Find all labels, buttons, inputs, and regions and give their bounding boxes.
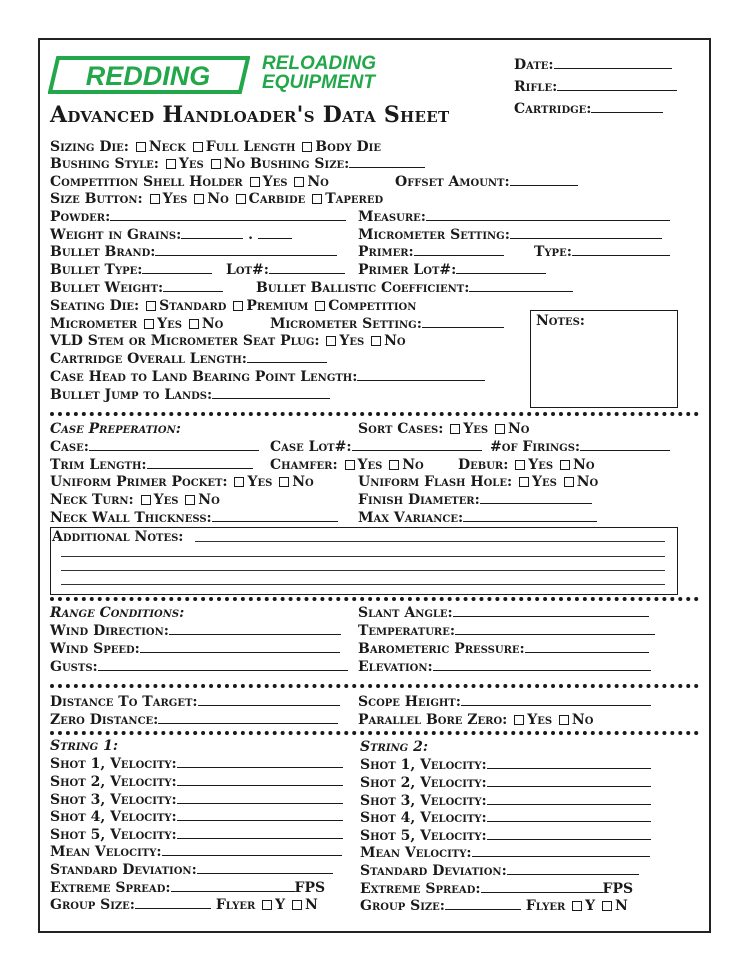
premium-checkbox[interactable] <box>233 301 243 311</box>
coal-label: Cartridge Overall Length: <box>50 351 247 367</box>
parallel-bore-row <box>358 712 593 728</box>
shot-label: Shot 2, Velocity: <box>50 774 177 790</box>
s1-shot5-field[interactable] <box>50 827 343 843</box>
bullet-type-field[interactable] <box>50 262 212 278</box>
uniform-primer-label: Uniform Primer Pocket: <box>50 474 228 490</box>
cartridge-field[interactable] <box>514 101 663 117</box>
no-label: No <box>201 316 224 332</box>
s2-shot1-field[interactable] <box>360 757 651 773</box>
primer-lot-label: Primer Lot#: <box>358 262 457 278</box>
brand-tagline-2: EQUIPMENT <box>262 72 375 93</box>
trim-length-field[interactable] <box>50 457 253 473</box>
s1-shot2-field[interactable] <box>50 774 343 790</box>
cartridge-label: Cartridge: <box>514 101 592 117</box>
flyer-label: Flyer <box>215 897 256 913</box>
yes-label: Yes <box>247 474 273 490</box>
s1-flyer-n-checkbox[interactable] <box>292 900 302 910</box>
neck-turn-no-checkbox[interactable] <box>185 495 195 505</box>
micrometer-no-checkbox[interactable] <box>189 319 199 329</box>
weight-grains-label: Weight in Grains: <box>50 227 182 243</box>
s2-group-row <box>360 898 628 914</box>
distance-label: Distance To Target: <box>50 694 198 710</box>
bushing-size-input[interactable] <box>349 156 425 168</box>
uniform-flash-row <box>358 474 598 490</box>
group-label: Group Size: <box>360 898 445 914</box>
primer-field[interactable] <box>358 244 504 260</box>
s2-flyer-n-checkbox[interactable] <box>602 901 612 911</box>
wind-direction-field[interactable] <box>50 623 341 639</box>
uniform-flash-label: Uniform Flash Hole: <box>358 474 513 490</box>
sort-cases-label: Sort Cases: <box>358 421 444 437</box>
bullet-weight-label: Bullet Weight: <box>50 280 164 296</box>
micrometer-row <box>50 316 223 332</box>
bushing-yes-checkbox[interactable] <box>166 159 176 169</box>
bullet-brand-field[interactable] <box>50 244 337 260</box>
case-lot-field[interactable] <box>270 439 482 455</box>
sd-label: Standard Deviation: <box>360 863 507 879</box>
s1-es-field[interactable] <box>50 880 325 896</box>
neck-label: Neck <box>148 139 186 155</box>
distance-field[interactable] <box>50 694 340 710</box>
full-length-label: Full Length <box>205 139 296 155</box>
powder-label: Powder: <box>50 209 111 225</box>
rifle-field[interactable] <box>514 79 677 95</box>
shot-label: Shot 5, Velocity: <box>360 828 487 844</box>
shell-holder-row <box>50 174 329 190</box>
lot-field[interactable] <box>226 262 345 278</box>
temperature-field[interactable] <box>358 623 655 639</box>
range-conditions-heading: Range Conditions: <box>50 605 185 621</box>
section-divider <box>50 597 699 601</box>
firings-field[interactable] <box>490 439 670 455</box>
no-label: No <box>576 474 599 490</box>
group-label: Group Size: <box>50 897 135 913</box>
tapered-checkbox[interactable] <box>312 194 322 204</box>
bullet-jump-label: Bullet Jump to Lands: <box>50 387 213 403</box>
neck-turn-yes-checkbox[interactable] <box>141 495 151 505</box>
uniform-flash-no-checkbox[interactable] <box>564 477 574 487</box>
slant-angle-field[interactable] <box>358 605 649 621</box>
wind-direction-label: Wind Direction: <box>50 623 169 639</box>
scope-height-field[interactable] <box>358 694 651 710</box>
yes-label: Yes <box>153 492 179 508</box>
notes-box[interactable] <box>530 310 678 408</box>
bushing-style-label: Bushing Style: <box>50 156 159 172</box>
yes-label: Yes <box>528 457 554 473</box>
type-label: Type: <box>534 244 572 260</box>
case-prep-heading: Case Preperation: <box>50 421 181 437</box>
case-field[interactable] <box>50 439 259 455</box>
temperature-label: Temperature: <box>358 623 456 639</box>
mean-label: Mean Velocity: <box>50 844 162 860</box>
sizing-die-label: Sizing Die: <box>50 139 129 155</box>
shot-label: Shot 3, Velocity: <box>360 793 487 809</box>
flyer-label: Flyer <box>525 898 566 914</box>
s2-shot4-field[interactable] <box>360 810 651 826</box>
no-label: No <box>508 421 530 437</box>
shell-holder-no-checkbox[interactable] <box>294 177 304 187</box>
chamfer-label: Chamfer: <box>270 457 338 473</box>
max-variance-field[interactable] <box>358 510 597 526</box>
notes-line <box>61 584 665 585</box>
page-title: Advanced Handloader's Data Sheet <box>50 102 450 128</box>
micrometer-setting2-field[interactable] <box>270 316 504 332</box>
string2-heading: String 2: <box>360 739 429 755</box>
sort-cases-no-checkbox[interactable] <box>495 424 505 434</box>
sd-label: Standard Deviation: <box>50 862 197 878</box>
baro-field[interactable] <box>358 641 649 657</box>
additional-notes-label: Additional Notes: <box>52 529 184 545</box>
no-label: No <box>571 712 594 728</box>
redding-logo-mark <box>48 56 250 94</box>
decimal-label: . <box>248 227 254 243</box>
firings-label: #of Firings: <box>490 439 581 455</box>
weight-grains-field[interactable] <box>50 227 292 243</box>
no-label: No <box>198 492 220 508</box>
brand-tagline-1: RELOADING <box>262 53 376 74</box>
vld-yes-checkbox[interactable] <box>326 336 336 346</box>
micrometer-setting-field[interactable] <box>358 227 662 243</box>
s1-flyer-y-checkbox[interactable] <box>262 900 272 910</box>
s1-shot1-field[interactable] <box>50 756 343 772</box>
type-field[interactable] <box>534 244 670 260</box>
no-label: No <box>207 191 229 207</box>
shot-label: Shot 3, Velocity: <box>50 792 177 808</box>
scope-height-label: Scope Height: <box>358 694 461 710</box>
shot-label: Shot 5, Velocity: <box>50 827 177 843</box>
shot-label: Shot 4, Velocity: <box>360 810 487 826</box>
bushing-style-row <box>50 156 425 172</box>
bushing-no-checkbox[interactable] <box>211 159 221 169</box>
yes-label: Yes <box>339 333 365 349</box>
no-label: No <box>307 174 329 190</box>
s1-shot3-field[interactable] <box>50 792 343 808</box>
yes-label: Yes <box>357 457 383 473</box>
s1-mean-field[interactable] <box>50 844 342 860</box>
sort-cases-row <box>358 421 530 437</box>
bullet-bc-field[interactable] <box>256 280 573 296</box>
elevation-label: Elevation: <box>358 659 433 675</box>
uniform-primer-row <box>50 474 314 490</box>
section-divider <box>50 731 699 735</box>
data-sheet-page <box>38 38 711 933</box>
no-label: No <box>573 457 595 473</box>
s2-sd-field[interactable] <box>360 863 639 879</box>
slant-angle-label: Slant Angle: <box>358 605 453 621</box>
gusts-field[interactable] <box>50 659 348 675</box>
yes-label: Yes <box>532 474 557 490</box>
neck-turn-row <box>50 492 220 508</box>
yes-label: Yes <box>527 712 553 728</box>
brand-tagline <box>262 54 376 92</box>
n-label: N <box>615 898 628 914</box>
sizing-die-row <box>50 139 381 155</box>
notes-label: Notes: <box>536 313 585 329</box>
uniform-primer-yes-checkbox[interactable] <box>234 477 244 487</box>
notes-line <box>195 541 665 542</box>
competition-label: Competition <box>328 298 417 314</box>
parallel-bore-yes-checkbox[interactable] <box>514 715 524 725</box>
elevation-field[interactable] <box>358 659 651 675</box>
es-label: Extreme Spread: <box>360 881 481 897</box>
neck-checkbox[interactable] <box>136 142 146 152</box>
es-label: Extreme Spread: <box>50 880 171 896</box>
max-variance-label: Max Variance: <box>358 510 464 526</box>
competition-checkbox[interactable] <box>315 301 325 311</box>
notes-line <box>61 556 665 557</box>
bullet-jump-field[interactable] <box>50 387 330 403</box>
y-label: Y <box>275 897 286 913</box>
redding-logo <box>48 56 250 94</box>
case-lot-label: Case Lot#: <box>270 439 352 455</box>
yes-label: Yes <box>162 191 188 207</box>
date-field[interactable] <box>514 57 672 73</box>
parallel-bore-label: Parallel Bore Zero: <box>358 712 508 728</box>
shell-holder-label: Competition Shell Holder <box>50 174 243 190</box>
debur-no-checkbox[interactable] <box>560 460 570 470</box>
fps-label: FPS <box>602 881 634 897</box>
s2-shot3-field[interactable] <box>360 793 651 809</box>
primer-lot-field[interactable] <box>358 262 546 278</box>
lot-label: Lot#: <box>226 262 269 278</box>
micrometer-yes-checkbox[interactable] <box>144 319 154 329</box>
brand-name: REDDING <box>85 61 211 91</box>
coal-field[interactable] <box>50 351 327 367</box>
no-label: No <box>223 156 246 172</box>
s1-sd-field[interactable] <box>50 862 333 878</box>
sort-cases-yes-checkbox[interactable] <box>450 424 460 434</box>
uniform-primer-no-checkbox[interactable] <box>279 477 289 487</box>
size-button-no-checkbox[interactable] <box>194 194 204 204</box>
zero-distance-label: Zero Distance: <box>50 712 159 728</box>
chamfer-no-checkbox[interactable] <box>389 460 399 470</box>
body-die-label: Body Die <box>315 139 381 155</box>
bushing-size-label: Bushing Size: <box>249 156 350 172</box>
size-button-label: Size Button: <box>50 191 143 207</box>
offset-amount-label: Offset Amount: <box>395 174 510 190</box>
s1-shot4-field[interactable] <box>50 809 343 825</box>
body-die-checkbox[interactable] <box>302 142 312 152</box>
s2-group-input[interactable] <box>445 898 521 910</box>
shot-label: Shot 2, Velocity: <box>360 775 487 791</box>
offset-amount-field[interactable] <box>395 174 578 190</box>
fps-label: FPS <box>294 880 326 896</box>
n-label: N <box>305 897 318 913</box>
bullet-type-label: Bullet Type: <box>50 262 143 278</box>
size-button-row <box>50 191 383 207</box>
bullet-bc-label: Bullet Ballistic Coefficient: <box>256 280 470 296</box>
trim-length-label: Trim Length: <box>50 457 147 473</box>
gusts-label: Gusts: <box>50 659 98 675</box>
string1-heading: String 1: <box>50 738 119 754</box>
wind-speed-field[interactable] <box>50 641 340 657</box>
yes-label: Yes <box>157 316 182 332</box>
shell-holder-yes-checkbox[interactable] <box>250 177 260 187</box>
no-label: No <box>402 457 424 473</box>
neck-wall-label: Neck Wall Thickness: <box>50 510 212 526</box>
vld-row <box>50 333 406 349</box>
y-label: Y <box>585 898 596 914</box>
neck-wall-field[interactable] <box>50 510 338 526</box>
seating-die-row <box>50 298 416 314</box>
case-head-label: Case Head to Land Bearing Point Length: <box>50 369 358 385</box>
neck-turn-label: Neck Turn: <box>50 492 134 508</box>
s2-flyer-y-checkbox[interactable] <box>572 901 582 911</box>
no-label: No <box>384 333 406 349</box>
section-divider <box>50 412 699 416</box>
micrometer-setting2-label: Micrometer Setting: <box>270 316 422 332</box>
chamfer-yes-checkbox[interactable] <box>345 460 355 470</box>
baro-label: Barometeric Pressure: <box>358 641 525 657</box>
premium-label: Premium <box>246 298 309 314</box>
tapered-label: Tapered <box>325 191 384 207</box>
carbide-checkbox[interactable] <box>236 194 246 204</box>
zero-distance-field[interactable] <box>50 712 338 728</box>
s1-group-row <box>50 897 318 913</box>
additional-notes-box[interactable] <box>50 527 678 595</box>
full-length-checkbox[interactable] <box>193 142 203 152</box>
mean-label: Mean Velocity: <box>360 845 472 861</box>
s2-shot5-field[interactable] <box>360 828 651 844</box>
wind-speed-label: Wind Speed: <box>50 641 140 657</box>
s2-es-field[interactable] <box>360 881 633 897</box>
standard-checkbox[interactable] <box>146 301 156 311</box>
bullet-brand-label: Bullet Brand: <box>50 244 156 260</box>
yes-label: Yes <box>178 156 204 172</box>
parallel-bore-no-checkbox[interactable] <box>559 715 569 725</box>
date-label: Date: <box>514 57 554 73</box>
no-label: No <box>292 474 314 490</box>
shot-label: Shot 4, Velocity: <box>50 809 177 825</box>
chamfer-row <box>270 457 424 473</box>
carbide-label: Carbide <box>248 191 306 207</box>
uniform-flash-yes-checkbox[interactable] <box>519 477 529 487</box>
bullet-weight-field[interactable] <box>50 280 223 296</box>
rifle-label: Rifle: <box>514 79 558 95</box>
debur-label: Debur: <box>458 457 509 473</box>
standard-label: Standard <box>159 298 227 314</box>
measure-field[interactable] <box>358 209 670 225</box>
notes-line <box>61 570 665 571</box>
s1-group-input[interactable] <box>135 897 211 909</box>
measure-label: Measure: <box>358 209 426 225</box>
powder-field[interactable] <box>50 209 346 225</box>
s2-mean-field[interactable] <box>360 845 650 861</box>
debur-row <box>458 457 595 473</box>
yes-label: Yes <box>463 421 489 437</box>
yes-label: Yes <box>262 174 288 190</box>
size-button-yes-checkbox[interactable] <box>150 194 160 204</box>
shot-label: Shot 1, Velocity: <box>360 757 487 773</box>
vld-label: VLD Stem or Micrometer Seat Plug: <box>50 333 320 349</box>
micrometer-label: Micrometer <box>50 316 138 332</box>
micrometer-setting-label: Micrometer Setting: <box>358 227 510 243</box>
debur-yes-checkbox[interactable] <box>515 460 525 470</box>
primer-label: Primer: <box>358 244 414 260</box>
section-divider <box>50 684 699 688</box>
shot-label: Shot 1, Velocity: <box>50 756 177 772</box>
finish-diameter-field[interactable] <box>358 492 592 508</box>
seating-die-label: Seating Die: <box>50 298 140 314</box>
vld-no-checkbox[interactable] <box>371 336 381 346</box>
s2-shot2-field[interactable] <box>360 775 651 791</box>
case-label: Case: <box>50 439 89 455</box>
case-head-field[interactable] <box>50 369 485 385</box>
finish-diameter-label: Finish Diameter: <box>358 492 480 508</box>
